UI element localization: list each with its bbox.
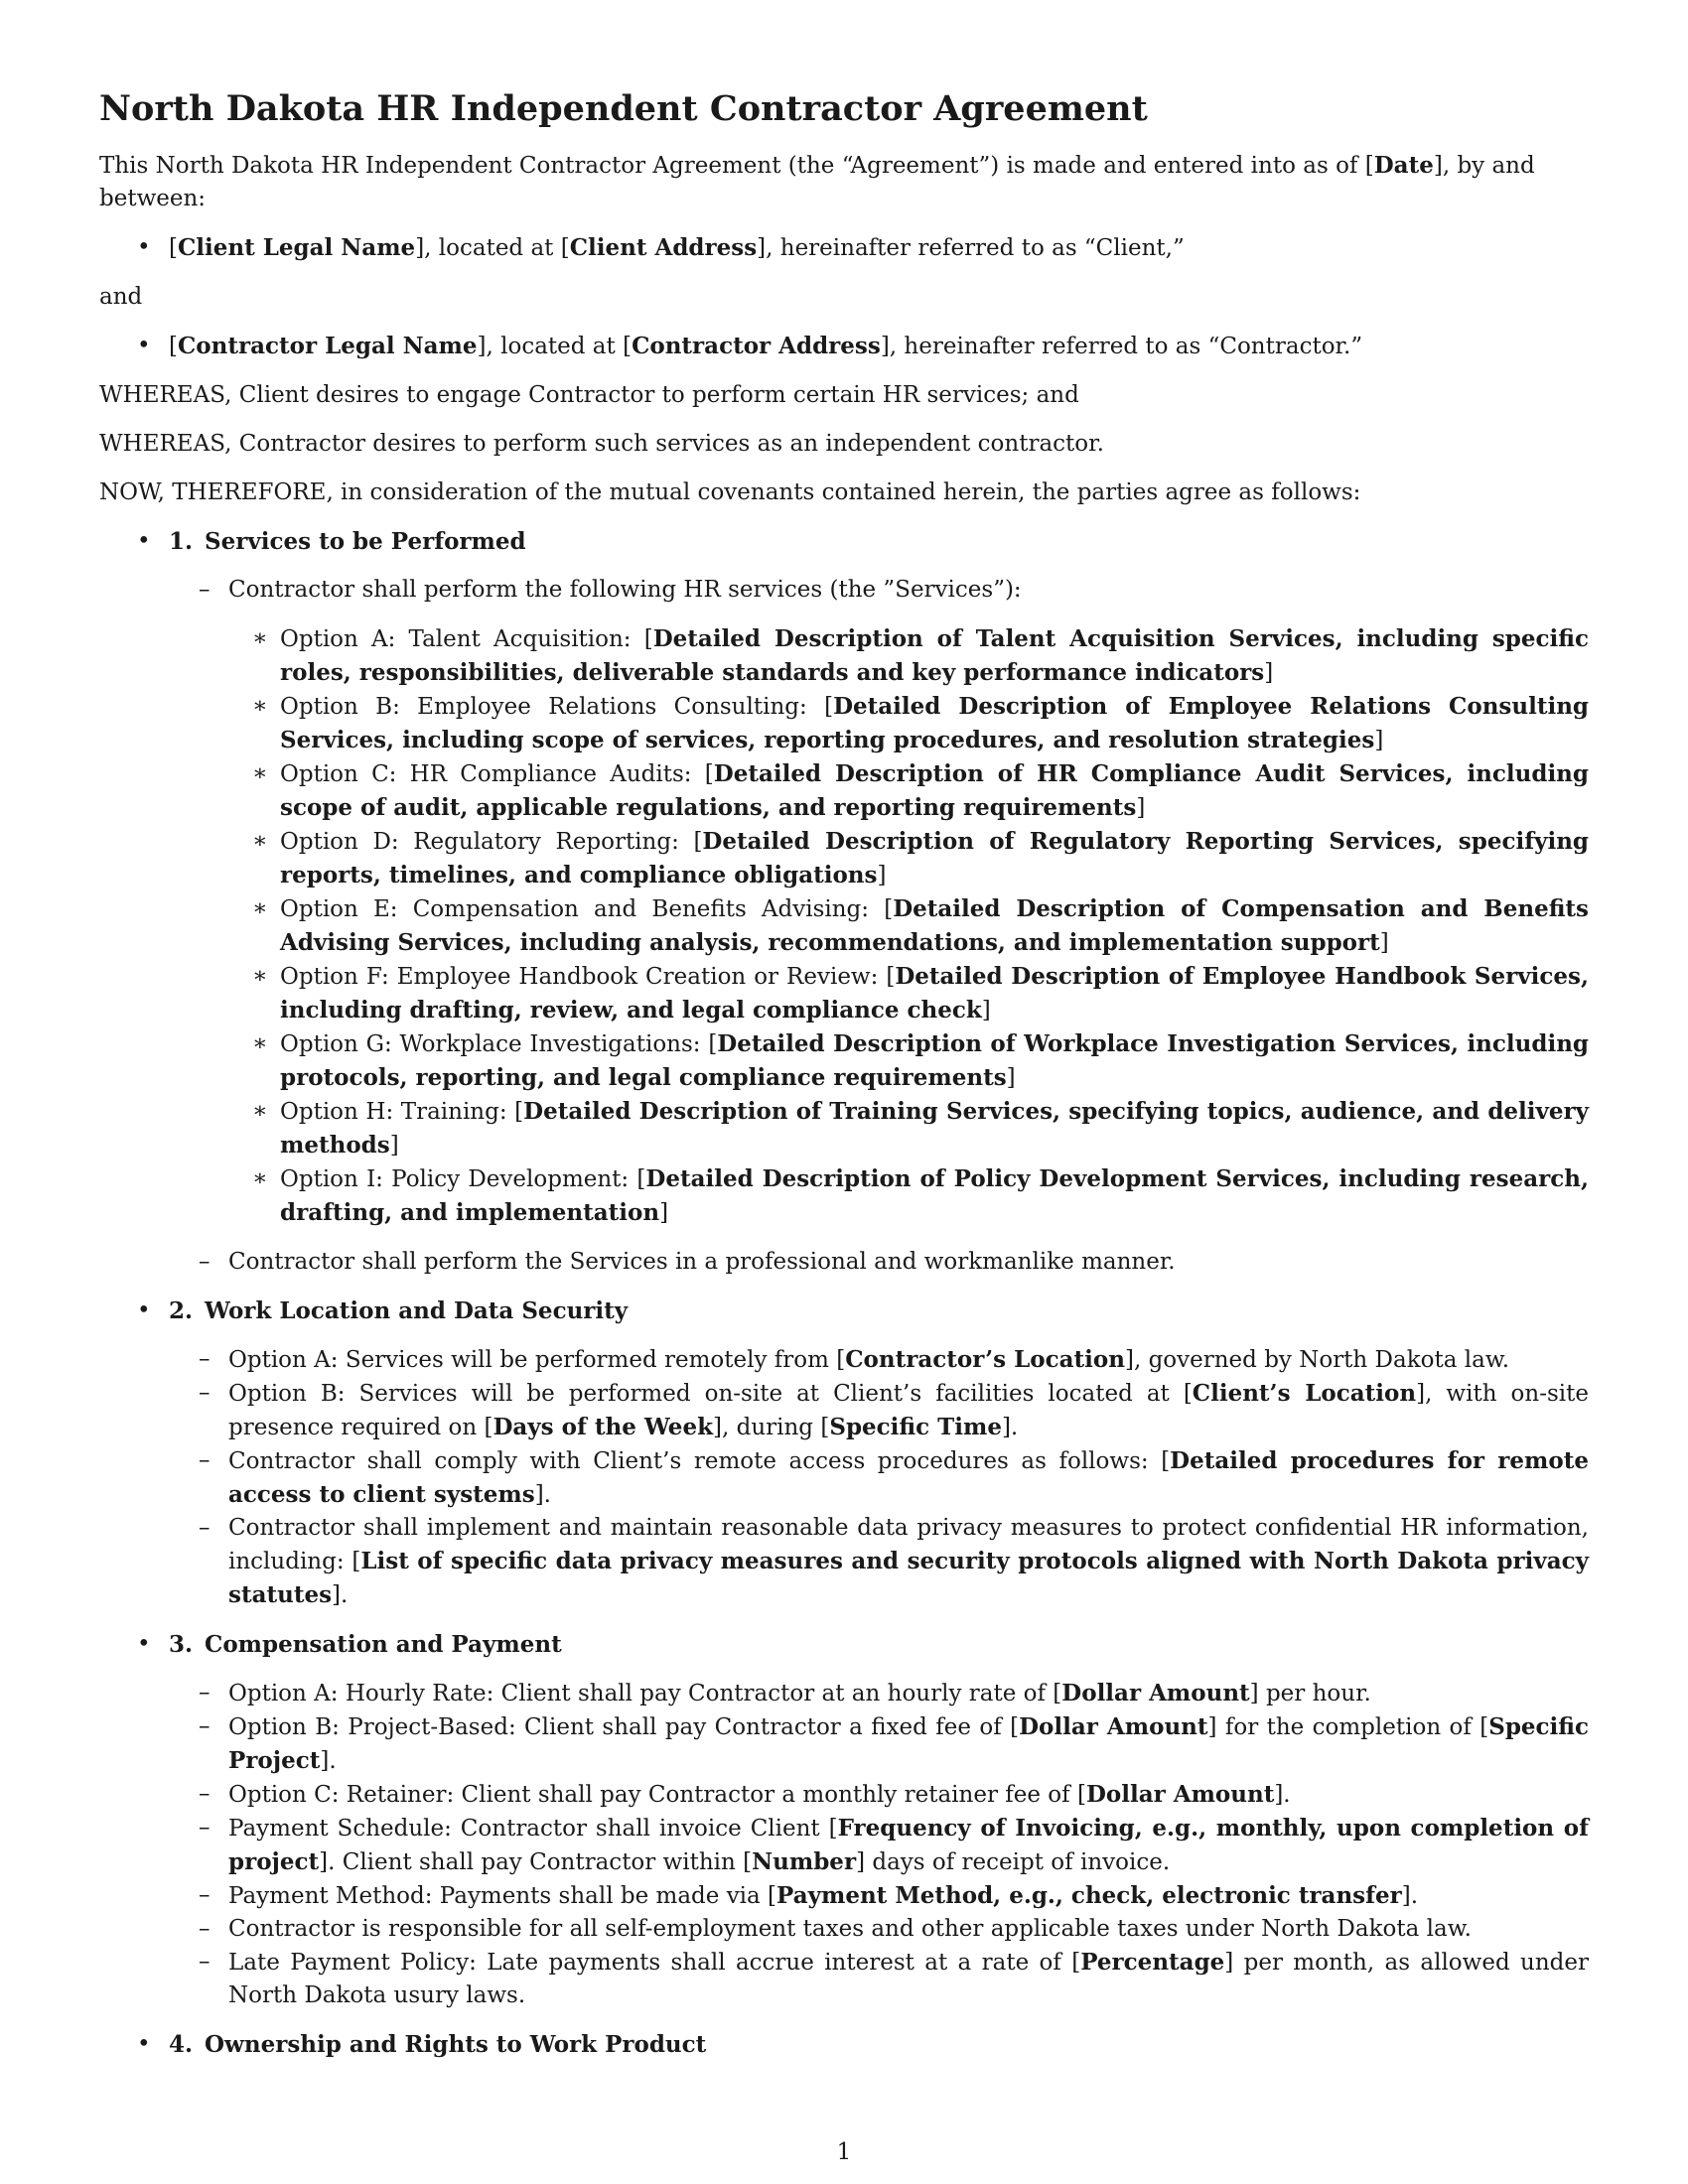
section-number: 2. (169, 1297, 194, 1324)
clause-text: Option B: Project-Based: Client shall pay Contractor a fixed fee of [ (228, 1714, 1020, 1740)
section-number: 4. (169, 2031, 194, 2058)
option-detail-placeholder: Detailed Description of Policy Development Services, including research, drafting, and implementation (280, 1165, 1589, 1226)
service-option: ∗ Option A: Talent Acquisition: [Detailed Description of Talent Acquisition Services, including specific roles, responsibilities, deliverable standards and key performance indicators] (169, 622, 1589, 690)
date-placeholder: Date (1373, 152, 1434, 179)
clause-text: ]. (1401, 1883, 1419, 1909)
payment-method-clause (169, 1879, 1589, 1913)
clause-text: ] per month, as allowed under North Dakota usury laws. (228, 1950, 1589, 2008)
contractor-party-list (99, 330, 1589, 363)
client-address-placeholder: Client Address (569, 234, 758, 261)
intro-paragraph (99, 149, 1589, 215)
clause-text: ]. (320, 1748, 337, 1774)
section-services (99, 525, 1589, 1279)
clause-text: ]. (332, 1582, 349, 1608)
document-body (99, 85, 1589, 2077)
and-word: and (99, 284, 143, 310)
option-detail-placeholder: Detailed Description of Compensation and Benefits Advising Services, including analysis, recommendations, and implementation support (280, 895, 1590, 956)
option-detail-placeholder: Detailed Description of HR Compliance Audit Services, including scope of audit, applicable regulations, and reporting requirements (280, 760, 1589, 821)
specific-project-placeholder: Specific Project (228, 1713, 1589, 1774)
clause-text: ]. Client shall pay Contractor within [ (319, 1849, 753, 1875)
now-therefore-clause: NOW, THEREFORE, in consideration of the mutual covenants contained herein, the parties agree as follows: (99, 479, 1361, 505)
clause-text: Payment Schedule: Contractor shall invoice Client [ (228, 1816, 838, 1842)
location-option-b (169, 1377, 1589, 1444)
clause-text: Option B: Services will be performed on-site at Client’s facilities located at [ (228, 1381, 1193, 1407)
location-option-a (169, 1343, 1589, 1377)
specific-time-placeholder: Specific Time (829, 1414, 1002, 1440)
payment-method-placeholder: Payment Method, e.g., check, electronic transfer (776, 1882, 1402, 1909)
taxes-clause (169, 1913, 1589, 1946)
option-detail-placeholder: Detailed Description of Regulatory Reporting Services, specifying reports, timelines, and compliance obligations (280, 828, 1589, 888)
clause-text: ]. (534, 1482, 551, 1508)
project-based-option (169, 1710, 1589, 1778)
client-name-placeholder: Client Legal Name (177, 234, 416, 261)
percentage-placeholder: Percentage (1080, 1949, 1225, 1976)
contractor-party-item (99, 330, 1589, 363)
section-title: Services to be Performed (205, 528, 526, 555)
clause-text: Option A: Hourly Rate: Client shall pay Contractor at an hourly rate of [ (228, 1681, 1062, 1706)
contractor-referred-text: ], hereinafter referred to as “Contractor.” (880, 334, 1363, 359)
option-label: Option A: Talent Acquisition: (280, 626, 644, 652)
client-referred-text: ], hereinafter referred to as “Client,” (757, 235, 1185, 261)
section-title: Ownership and Rights to Work Product (205, 2031, 707, 2058)
section-ownership (99, 2028, 1589, 2061)
service-option: ∗ Option C: HR Compliance Audits: [Detailed Description of HR Compliance Audit Services, including scope of audit, applicable regulations, and reporting requirements] (169, 757, 1589, 825)
invoice-frequency-placeholder: Frequency of Invoicing, e.g., monthly, upon completion of project (228, 1815, 1589, 1875)
option-detail-placeholder: Detailed Description of Employee Relations Consulting Services, including scope of services, reporting procedures, and resolution strategies (280, 693, 1589, 753)
service-option: ∗ Option B: Employee Relations Consulting: [Detailed Description of Employee Relations Consulting Services, including scope of services, reporting procedures, and resolution strategies] (169, 690, 1589, 757)
option-label: Option C: HR Compliance Audits: (280, 761, 705, 787)
section-heading (169, 2028, 1589, 2061)
service-option: ∗ Option F: Employee Handbook Creation or Review: [Detailed Description of Employee Handbook Services, including drafting, review, and legal compliance check] (169, 960, 1589, 1027)
section-number: 3. (169, 1631, 194, 1658)
client-located-text: ], located at [ (415, 235, 570, 261)
clause-text: ], governed by North Dakota law. (1124, 1347, 1510, 1373)
section-number: 1. (169, 528, 194, 555)
option-detail-placeholder: Detailed Description of Employee Handbook Services, including drafting, review, and legal compliance check (280, 963, 1589, 1024)
whereas-clause-1: WHEREAS, Client desires to engage Contractor to perform certain HR services; and (99, 382, 1079, 408)
clause-text: Contractor shall implement and maintain reasonable data privacy measures to protect confidential HR information, including: [ (228, 1515, 1589, 1574)
section-title: Compensation and Payment (205, 1631, 562, 1658)
option-label: Option F: Employee Handbook Creation or Review: (280, 964, 887, 990)
services-closing (169, 1246, 1589, 1279)
service-option: ∗ Option E: Compensation and Benefits Advising: [Detailed Description of Compensation and Benefits Advising Services, including analysis, recommendations, and implementation support] (169, 892, 1589, 960)
section-title: Work Location and Data Security (205, 1297, 629, 1324)
remote-access-placeholder: Detailed procedures for remote access to client systems (228, 1447, 1589, 1508)
clause-text: ], with on-site presence required on [ (228, 1381, 1589, 1440)
section-heading (169, 1628, 1589, 1661)
clause-text: ]. (1274, 1782, 1291, 1808)
intro-text-before: This North Dakota HR Independent Contractor Agreement (the “Agreement”) is made and entered into as of [ (99, 153, 1374, 179)
clause-text: Late Payment Policy: Late payments shall accrue interest at a rate of [ (228, 1950, 1081, 1976)
dollar-amount-placeholder: Dollar Amount (1019, 1713, 1208, 1740)
sections-list (99, 525, 1589, 2061)
client-party-item (99, 231, 1589, 265)
payment-schedule-clause (169, 1812, 1589, 1879)
service-options-list (169, 622, 1589, 1230)
section-work-location (99, 1295, 1589, 1612)
client-party-list (99, 231, 1589, 265)
service-option: ∗ Option D: Regulatory Reporting: [Detailed Description of Regulatory Reporting Services, specifying reports, timelines, and compliance obligations] (169, 825, 1589, 892)
hourly-rate-option (169, 1677, 1589, 1710)
clause-text: ] per hour. (1249, 1681, 1371, 1706)
section-heading (169, 1295, 1589, 1327)
service-option: ∗ Option I: Policy Development: [Detailed Description of Policy Development Services, including research, drafting, and implementation] (169, 1162, 1589, 1230)
clause-text: ] days of receipt of invoice. (856, 1849, 1171, 1875)
section-heading (169, 525, 1589, 558)
number-placeholder: Number (752, 1848, 857, 1875)
option-label: Option I: Policy Development: (280, 1166, 637, 1192)
option-label: Option B: Employee Relations Consulting: (280, 694, 825, 720)
services-lead (169, 574, 1589, 607)
dollar-amount-placeholder: Dollar Amount (1085, 1781, 1275, 1808)
option-detail-placeholder: Detailed Description of Talent Acquisition Services, including specific roles, responsibilities, deliverable standards and key performance indicators (280, 625, 1589, 686)
option-detail-placeholder: Detailed Description of Workplace Investigation Services, including protocols, reporting, and legal compliance requirements (280, 1030, 1589, 1091)
bracket-open: [ (169, 334, 178, 359)
option-detail-placeholder: Detailed Description of Training Services, specifying topics, audience, and delivery methods (280, 1098, 1590, 1159)
page-number: 1 (836, 2139, 852, 2165)
clause-text: ]. (1001, 1415, 1019, 1440)
contractor-address-placeholder: Contractor Address (632, 333, 881, 359)
clause-text: Option A: Services will be performed remotely from [ (228, 1347, 846, 1373)
intro-text-after: ], by and between: (99, 153, 1535, 211)
service-option: ∗ Option G: Workplace Investigations: [Detailed Description of Workplace Investigation Services, including protocols, reporting, and legal compliance requirements] (169, 1027, 1589, 1095)
clause-text: Payment Method: Payments shall be made via [ (228, 1883, 777, 1909)
clause-text: ] for the completion of [ (1207, 1714, 1489, 1740)
remote-access-clause (169, 1444, 1589, 1512)
contractor-location-placeholder: Contractor’s Location (845, 1346, 1125, 1373)
clause-text: Option C: Retainer: Client shall pay Contractor a monthly retainer fee of [ (228, 1782, 1086, 1808)
retainer-option (169, 1778, 1589, 1812)
document-title: North Dakota HR Independent Contractor Agreement (99, 88, 1148, 129)
client-location-placeholder: Client’s Location (1192, 1380, 1417, 1407)
option-label: Option G: Workplace Investigations: (280, 1031, 709, 1057)
clause-text: Contractor is responsible for all self-employment taxes and other applicable taxes under North Dakota law. (228, 1916, 1472, 1942)
service-option: ∗ Option H: Training: [Detailed Description of Training Services, specifying topics, audience, and delivery methods] (169, 1095, 1589, 1162)
option-label: Option H: Training: (280, 1099, 515, 1125)
bracket-open: [ (169, 235, 178, 261)
days-of-week-placeholder: Days of the Week (492, 1414, 714, 1440)
dollar-amount-placeholder: Dollar Amount (1061, 1680, 1250, 1706)
whereas-clause-2: WHEREAS, Contractor desires to perform such services as an independent contractor. (99, 431, 1104, 457)
clause-text: Contractor shall comply with Client’s remote access procedures as follows: [ (228, 1448, 1171, 1474)
section-compensation (99, 1628, 1589, 2012)
data-privacy-clause (169, 1512, 1589, 1612)
services-lead-text: Contractor shall perform the following HR services (the ”Services”): (228, 577, 1022, 603)
clause-text: ], during [ (713, 1415, 830, 1440)
option-label: Option E: Compensation and Benefits Advising: (280, 896, 885, 922)
option-label: Option D: Regulatory Reporting: (280, 829, 694, 855)
privacy-measures-placeholder: List of specific data privacy measures and security protocols aligned with North Dakota privacy statutes (228, 1548, 1589, 1608)
contractor-name-placeholder: Contractor Legal Name (177, 333, 478, 359)
services-closing-text: Contractor shall perform the Services in a professional and workmanlike manner. (228, 1249, 1176, 1275)
late-payment-clause (169, 1946, 1589, 2012)
contractor-located-text: ], located at [ (477, 334, 633, 359)
